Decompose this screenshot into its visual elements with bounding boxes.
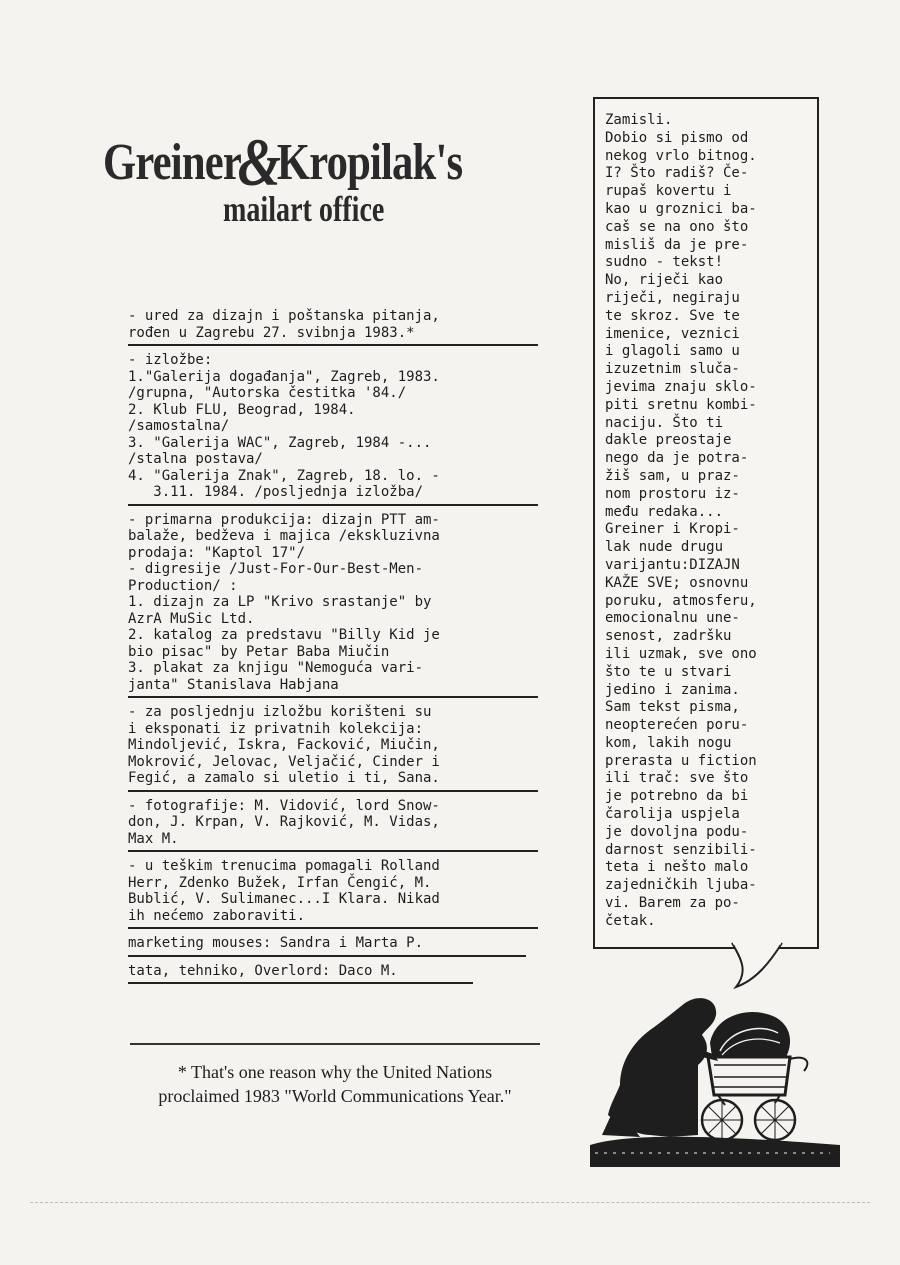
info-line: Mindoljević, Iskra, Facković, Miučin, bbox=[128, 737, 440, 753]
info-line: - primarna produkcija: dizajn PTT am- bbox=[128, 511, 440, 528]
bubble-line: vi. Barem za po- bbox=[605, 895, 740, 912]
logo-part-greiner: Greiner bbox=[103, 134, 241, 191]
info-section bbox=[128, 798, 538, 853]
speech-bubble-text bbox=[605, 112, 810, 931]
bubble-line: senost, zadršku bbox=[605, 628, 732, 645]
info-line: marketing mouses: Sandra i Marta P. bbox=[128, 935, 424, 951]
info-line: tata, tehniko, Overlord: Daco M. bbox=[128, 962, 398, 979]
info-line: 2. katalog za predstavu "Billy Kid je bbox=[128, 627, 440, 643]
info-section bbox=[128, 308, 538, 346]
info-line: Bublić, V. Sulimanec...I Klara. Nikad bbox=[128, 891, 440, 907]
logo-subtitle: mailart office bbox=[223, 189, 385, 229]
scan-artifact-line bbox=[30, 1202, 870, 1203]
info-line: 4. "Galerija Znak", Zagreb, 18. lo. - bbox=[128, 467, 440, 484]
bubble-line: i glagoli samo u bbox=[605, 343, 740, 360]
info-line: - izložbe: bbox=[128, 352, 213, 368]
bubble-line: Zamisli. bbox=[605, 112, 673, 128]
bubble-line: zajedničkih ljuba- bbox=[605, 877, 757, 894]
bubble-line: varijantu:DIZAJN bbox=[605, 556, 740, 573]
info-line: 3. "Galerija WAC", Zagreb, 1984 -... bbox=[128, 434, 432, 451]
bubble-line: piti sretnu kombi- bbox=[605, 396, 757, 413]
bubble-line: te skroz. Sve te bbox=[605, 307, 740, 324]
info-section bbox=[128, 512, 538, 699]
bubble-line: caš se na ono što bbox=[605, 218, 749, 235]
info-column bbox=[128, 308, 538, 990]
bubble-line: rupaš kovertu i bbox=[605, 183, 732, 200]
bubble-line: jevima znaju sklo- bbox=[605, 378, 757, 395]
bubble-line: nego da je potra- bbox=[605, 450, 749, 467]
bubble-line: je potrebno da bi bbox=[605, 788, 749, 805]
info-line: ih nećemo zaboraviti. bbox=[128, 907, 306, 924]
bubble-line: ili trač: sve što bbox=[605, 770, 749, 787]
bubble-line: nekog vrlo bitnog. bbox=[605, 147, 757, 164]
info-line: prodaja: "Kaptol 17"/ bbox=[128, 544, 306, 561]
bubble-line: kom, lakih nogu bbox=[605, 734, 732, 751]
info-line: Production/ : bbox=[128, 577, 238, 594]
info-line: Fegić, a zamalo si uletio i ti, Sana. bbox=[128, 770, 440, 786]
bubble-line: jedino i zanima. bbox=[605, 681, 740, 698]
info-line: 2. Klub FLU, Beograd, 1984. bbox=[128, 401, 356, 418]
footnote bbox=[130, 1060, 540, 1108]
person-with-pram-illustration bbox=[590, 985, 840, 1170]
bubble-line: dakle preostaje bbox=[605, 432, 732, 449]
bubble-line: emocionalnu une- bbox=[605, 610, 740, 627]
info-line: - ured za dizajn i poštanska pitanja, bbox=[128, 308, 440, 324]
bubble-line: naciju. Što ti bbox=[605, 414, 724, 431]
info-line: rođen u Zagrebu 27. svibnja 1983.* bbox=[128, 324, 415, 341]
info-line: don, J. Krpan, V. Rajković, M. Vidas, bbox=[128, 814, 440, 830]
info-line: Herr, Zdenko Bužek, Irfan Čengić, M. bbox=[128, 874, 432, 891]
info-line: /samostalna/ bbox=[128, 418, 230, 434]
info-line: Max M. bbox=[128, 830, 179, 847]
bubble-line: riječi, negiraju bbox=[605, 289, 740, 306]
bubble-line: čarolija uspjela bbox=[605, 806, 740, 823]
footnote-divider bbox=[130, 1043, 540, 1045]
bubble-line: je dovoljna podu- bbox=[605, 823, 749, 840]
bubble-line: neopterećen poru- bbox=[605, 717, 749, 734]
bubble-line: ili uzmak, sve ono bbox=[605, 645, 757, 662]
logo bbox=[103, 124, 573, 229]
bubble-line: darnost senzibili- bbox=[605, 841, 757, 858]
bubble-line: prerasta u fiction bbox=[605, 752, 757, 769]
info-line: - digresije /Just-For-Our-Best-Men- bbox=[128, 561, 424, 577]
bubble-line: Dobio si pismo od bbox=[605, 129, 749, 146]
bubble-line: kao u groznici ba- bbox=[605, 200, 757, 217]
bubble-line: teta i nešto malo bbox=[605, 859, 749, 876]
bubble-line: četak. bbox=[605, 912, 656, 929]
bubble-line: izuzetnim sluča- bbox=[605, 361, 740, 378]
bubble-line: misliš da je pre- bbox=[605, 236, 749, 253]
bubble-line: I? Što radiš? Če- bbox=[605, 165, 749, 182]
info-section bbox=[128, 963, 473, 985]
info-section bbox=[128, 858, 538, 929]
logo-title bbox=[103, 124, 488, 200]
info-line: 1."Galerija događanja", Zagreb, 1983. bbox=[128, 368, 440, 385]
info-line: Mokrović, Jelovac, Veljačić, Cinder i bbox=[128, 753, 440, 770]
bubble-line: što te u stvari bbox=[605, 663, 732, 680]
bubble-line: poruku, atmosferu, bbox=[605, 592, 757, 609]
info-line: 3.11. 1984. /posljednja izložba/ bbox=[128, 484, 424, 500]
info-line: janta" Stanislava Habjana bbox=[128, 676, 339, 693]
info-line: - za posljednju izložbu korišteni su bbox=[128, 704, 432, 720]
footnote-line: proclaimed 1983 "World Communications Year." bbox=[158, 1086, 512, 1106]
info-line: i eksponati iz privatnih kolekcija: bbox=[128, 720, 424, 737]
info-line: AzrA MuSic Ltd. bbox=[128, 610, 255, 627]
info-line: bio pisac" by Petar Baba Miučin bbox=[128, 643, 390, 660]
info-line: - fotografije: M. Vidović, lord Snow- bbox=[128, 797, 440, 814]
info-line: 1. dizajn za LP "Krivo srastanje" by bbox=[128, 594, 432, 610]
logo-ampersand: & bbox=[237, 124, 281, 200]
bubble-line: Greiner i Kropi- bbox=[605, 521, 740, 538]
bubble-line: KAŽE SVE; osnovnu bbox=[605, 574, 749, 591]
info-line: balaže, bedževa i majica /ekskluzivna bbox=[128, 528, 440, 544]
bubble-line: imenice, veznici bbox=[605, 325, 740, 342]
info-line: 3. plakat za knjigu "Nemoguća vari- bbox=[128, 660, 424, 676]
bubble-line: Sam tekst pisma, bbox=[605, 699, 740, 716]
logo-part-kropilak: Kropilak's bbox=[276, 134, 463, 191]
info-line: /stalna postava/ bbox=[128, 451, 263, 467]
bubble-line: No, riječi kao bbox=[605, 272, 724, 289]
info-section bbox=[128, 352, 538, 506]
bubble-line: sudno - tekst! bbox=[605, 254, 724, 271]
info-section bbox=[128, 935, 526, 957]
bubble-line: nom prostoru iz- bbox=[605, 485, 740, 502]
bubble-line: lak nude drugu bbox=[605, 539, 724, 556]
footnote-line: * That's one reason why the United Nations bbox=[177, 1062, 493, 1082]
info-line: /grupna, "Autorska čestitka '84./ bbox=[128, 385, 407, 401]
info-line: - u teškim trenucima pomagali Rolland bbox=[128, 858, 440, 874]
bubble-line: žiš sam, u praz- bbox=[605, 467, 740, 484]
bubble-line: među redaka... bbox=[605, 503, 724, 520]
info-section bbox=[128, 704, 538, 792]
